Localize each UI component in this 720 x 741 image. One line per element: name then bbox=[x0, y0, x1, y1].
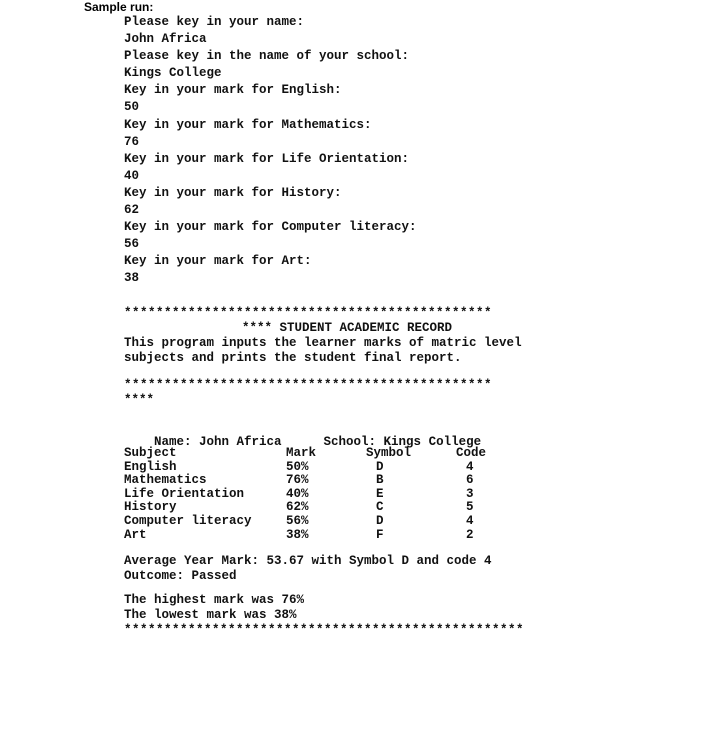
mark-cell: 38% bbox=[286, 527, 309, 542]
console-answer-line: 38 bbox=[124, 271, 140, 286]
table-row bbox=[124, 515, 526, 529]
subject-cell: Computer literacy bbox=[124, 513, 252, 528]
student-info-line bbox=[124, 420, 704, 449]
code-cell: 6 bbox=[466, 473, 474, 488]
subject-cell: Mathematics bbox=[124, 473, 207, 488]
symbol-cell: E bbox=[376, 486, 384, 501]
symbol-cell: B bbox=[376, 473, 384, 488]
header-subject: Subject bbox=[124, 446, 177, 460]
report-description-line-1: This program inputs the learner marks of matric level bbox=[124, 336, 522, 350]
mark-cell: 50% bbox=[286, 459, 309, 474]
lowest-mark-line: The lowest mark was 38% bbox=[124, 608, 297, 623]
console-prompt-line: Key in your mark for English: bbox=[124, 83, 342, 98]
subject-cell: Art bbox=[124, 527, 147, 542]
highest-mark-line: The highest mark was 76% bbox=[124, 593, 305, 608]
console-prompt-line: Please key in the name of your school: bbox=[124, 49, 410, 64]
console-answer-line: Kings College bbox=[124, 66, 222, 81]
report-title: **** STUDENT ACADEMIC RECORD bbox=[242, 321, 453, 335]
student-name: Name: John Africa bbox=[154, 435, 282, 449]
outcome-line: Outcome: Passed bbox=[124, 569, 237, 584]
mark-cell: 40% bbox=[286, 486, 309, 501]
subject-cell: English bbox=[124, 459, 177, 474]
table-row bbox=[124, 529, 526, 543]
console-answer-line: 62 bbox=[124, 203, 140, 218]
code-cell: 5 bbox=[466, 500, 474, 515]
console-prompt-line: Key in your mark for Computer literacy: bbox=[124, 220, 417, 235]
console-prompt-line: Key in your mark for Life Orientation: bbox=[124, 151, 410, 166]
table-row bbox=[124, 474, 526, 488]
header-symbol: Symbol bbox=[366, 446, 412, 460]
subject-cell: History bbox=[124, 500, 177, 515]
console-answer-line: 76 bbox=[124, 134, 140, 149]
header-mark: Mark bbox=[286, 446, 317, 460]
console-prompt-line: Key in your mark for Art: bbox=[124, 254, 312, 269]
symbol-cell: D bbox=[376, 513, 384, 528]
code-cell: 3 bbox=[466, 486, 474, 501]
mark-cell: 56% bbox=[286, 513, 309, 528]
console-answer-line: 50 bbox=[124, 100, 140, 115]
student-school: School: Kings College bbox=[323, 435, 482, 449]
code-cell: 4 bbox=[466, 513, 474, 528]
console-answer-line: 40 bbox=[124, 168, 140, 183]
stars-short: **** bbox=[124, 393, 155, 407]
student-report bbox=[124, 306, 704, 638]
console-input-log bbox=[124, 14, 417, 288]
mark-cell: 62% bbox=[286, 500, 309, 515]
symbol-cell: C bbox=[376, 500, 384, 515]
header-code: Code bbox=[456, 446, 487, 460]
table-row bbox=[124, 488, 526, 502]
marks-table bbox=[124, 447, 526, 542]
report-description-line-2: subjects and prints the student final report. bbox=[124, 351, 462, 365]
mark-cell: 76% bbox=[286, 473, 309, 488]
symbol-cell: F bbox=[376, 527, 384, 542]
symbol-cell: D bbox=[376, 459, 384, 474]
console-prompt-line: Please key in your name: bbox=[124, 15, 305, 29]
console-answer-line: 56 bbox=[124, 237, 140, 252]
stars-divider-bottom: ************************************************** bbox=[124, 623, 525, 638]
code-cell: 4 bbox=[466, 459, 474, 474]
stars-divider-mid: ********************************************** bbox=[124, 378, 493, 392]
table-row bbox=[124, 461, 526, 475]
console-answer-line: John Africa bbox=[124, 32, 207, 47]
sample-run-heading: Sample run: bbox=[84, 0, 154, 14]
stars-divider-top: ********************************************** bbox=[124, 306, 493, 320]
code-cell: 2 bbox=[466, 527, 474, 542]
average-line: Average Year Mark: 53.67 with Symbol D and code 4 bbox=[124, 554, 492, 569]
subject-cell: Life Orientation bbox=[124, 486, 245, 501]
console-prompt-line: Key in your mark for History: bbox=[124, 185, 342, 200]
table-row bbox=[124, 501, 526, 515]
console-prompt-line: Key in your mark for Mathematics: bbox=[124, 117, 372, 132]
